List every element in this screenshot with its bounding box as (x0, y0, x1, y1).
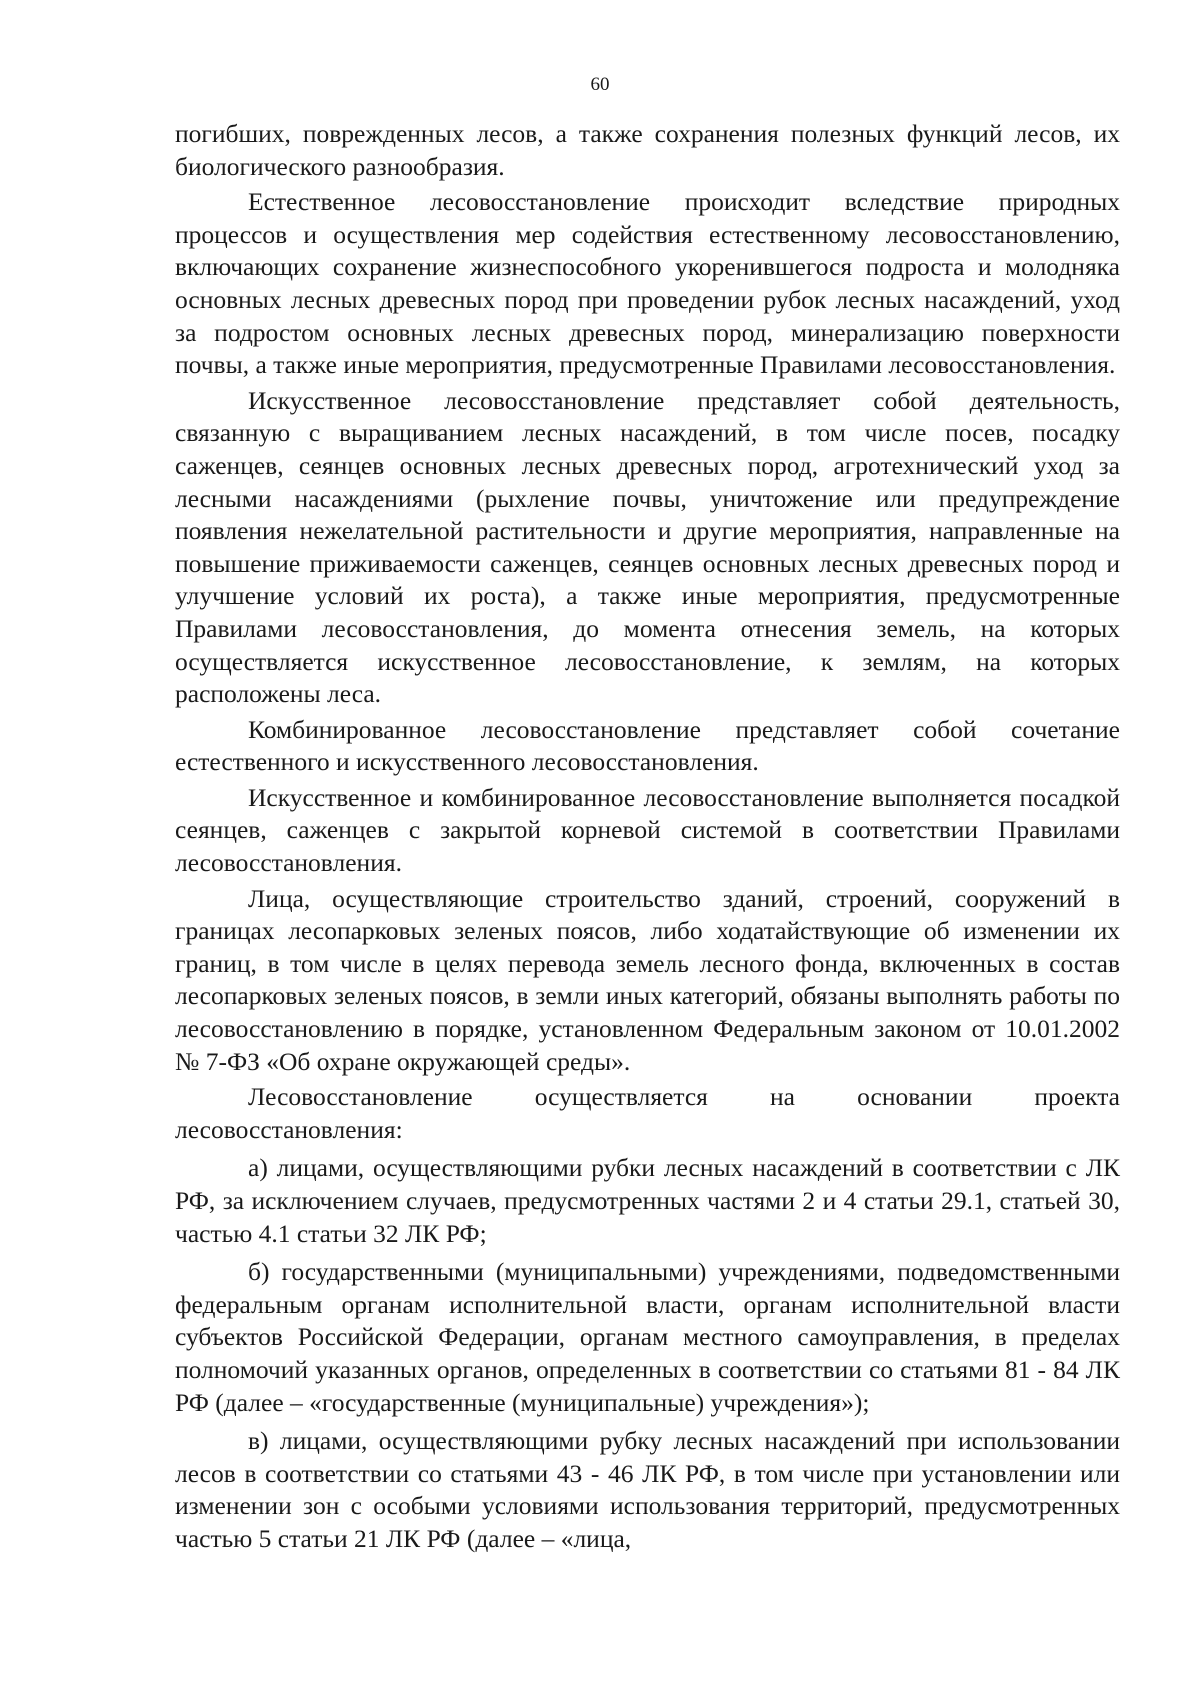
paragraph: Искусственное и комбинированное лесовосстановление выполняется посадкой сеянцев, саженцев с закрытой корневой системой в соответствии Правилами лесовосстановления. (175, 782, 1120, 878)
document-body (175, 118, 1120, 1556)
list-item: а) лицами, осуществляющими рубки лесных насаждений в соответствии с ЛК РФ, за исключением случаев, предусмотренных частями 2 и 4 статьи 29.1, статьей 30, частью 4.1 статьи 32 ЛК РФ; (175, 1153, 1120, 1248)
list-item: в) лицами, осуществляющими рубку лесных насаждений при использовании лесов в соответствии со статьями 43 - 46 ЛК РФ, в том числе при установлении или изменении зон с особыми условиями использования территорий, предусмотренных частью 5 статьи 21 ЛК РФ (далее – «лица, (175, 1426, 1120, 1553)
paragraph: Комбинированное лесовосстановление представляет собой сочетание естественного и искусственного лесовосстановления. (175, 714, 1120, 777)
list-item: б) государственными (муниципальными) учреждениями, подведомственными федеральным органам исполнительной власти, органам исполнительной власти субъектов Российской Федерации, органам местного самоуправления, в пределах полномочий указанных органов, определенных в соответствии со статьями 81 - 84 ЛК РФ (далее – «государственные (муниципальные) учреждения»); (175, 1257, 1120, 1417)
paragraph: Лесовосстановление осуществляется на основании проекта лесовосстановления: (175, 1082, 1120, 1144)
paragraph: Естественное лесовосстановление происходит вследствие природных процессов и осуществления мер содействия естественному лесовосстановлению, включающих сохранение жизнеспособного укоренившегося подроста и молодняка основных лесных древесных пород при проведении рубок лесных насаждений, уход за подростом основных лесных древесных пород, минерализацию поверхности почвы, а также иные мероприятия, предусмотренные Правилами лесовосстановления. (175, 187, 1120, 380)
paragraph: погибших, поврежденных лесов, а также сохранения полезных функций лесов, их биологического разнообразия. (175, 119, 1120, 181)
paragraph: Лица, осуществляющие строительство зданий, строений, сооружений в границах лесопарковых зеленых поясов, либо ходатайствующие об изменении их границ, в том числе в целях перевода земель лесного фонда, включенных в состав лесопарковых зеленых поясов, в земли иных категорий, обязаны выполнять работы по лесовосстановлению в порядке, установленном Федеральным законом от 10.01.2002 № 7-ФЗ «Об охране окружающей среды». (175, 883, 1120, 1076)
paragraph: Искусственное лесовосстановление представляет собой деятельность, связанную с выращиванием лесных насаждений, в том числе посев, посадку саженцев, сеянцев основных лесных древесных пород, агротехнический уход за лесными насаждениями (рыхление почвы, уничтожение или предупреждение появления нежелательной растительности и другие мероприятия, направленные на повышение приживаемости саженцев, сеянцев основных лесных древесных пород и улучшение условий их роста), а также иные мероприятия, предусмотренные Правилами лесовосстановления, до момента отнесения земель, на которых осуществляется искусственное лесовосстановление, к землям, на которых расположены леса. (175, 385, 1120, 709)
page-number: 60 (590, 74, 610, 95)
